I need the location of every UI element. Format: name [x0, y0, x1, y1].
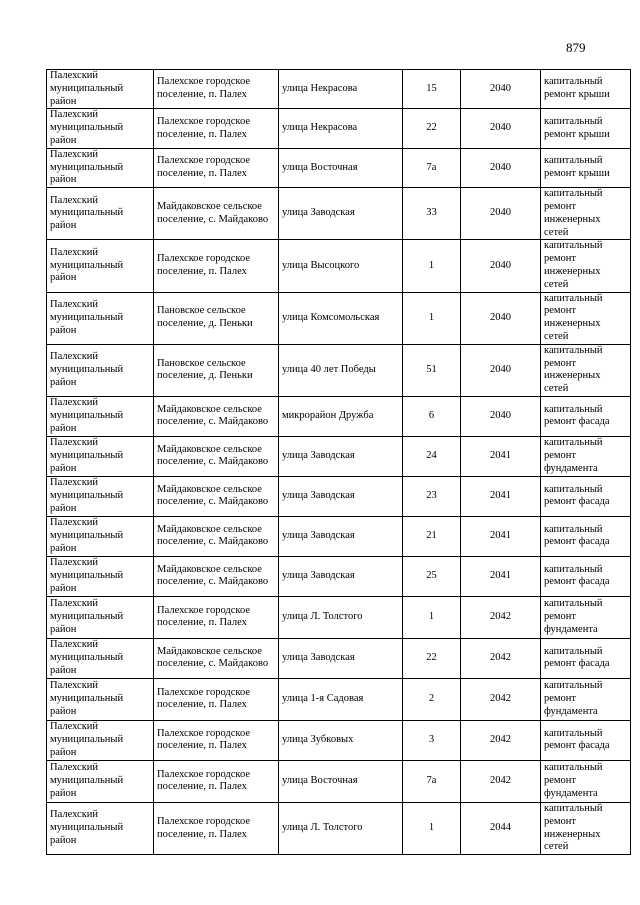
- house-number-cell: 2: [403, 678, 461, 720]
- table-row: [47, 720, 631, 760]
- house-number-cell: 24: [403, 436, 461, 476]
- year-cell: 2040: [461, 396, 541, 436]
- settlement-cell: Палехское городское поселение, п. Палех: [154, 240, 279, 292]
- settlement-cell: Майдаковское сельское поселение, с. Майдаково: [154, 556, 279, 596]
- settlement-cell: Пановское сельское поселение, д. Пеньки: [154, 344, 279, 396]
- work-type-cell: капитальный ремонт фасада: [541, 396, 631, 436]
- street-cell: улица Заводская: [279, 476, 403, 516]
- table-row: [47, 556, 631, 596]
- table-row: [47, 148, 631, 187]
- year-cell: 2040: [461, 240, 541, 292]
- work-type-cell: капитальный ремонт фасада: [541, 638, 631, 678]
- street-cell: улица Заводская: [279, 436, 403, 476]
- settlement-cell: Майдаковское сельское поселение, с. Майдаково: [154, 436, 279, 476]
- house-number-cell: 1: [403, 292, 461, 344]
- house-number-cell: 23: [403, 476, 461, 516]
- house-number-cell: 1: [403, 596, 461, 638]
- district-cell: Палехский муниципальный район: [47, 70, 154, 109]
- house-number-cell: 6: [403, 396, 461, 436]
- district-cell: Палехский муниципальный район: [47, 344, 154, 396]
- work-type-cell: капитальный ремонт крыши: [541, 70, 631, 109]
- settlement-cell: Майдаковское сельское поселение, с. Майдаково: [154, 638, 279, 678]
- year-cell: 2040: [461, 70, 541, 109]
- settlement-cell: Палехское городское поселение, п. Палех: [154, 596, 279, 638]
- work-type-cell: капитальный ремонт крыши: [541, 109, 631, 148]
- year-cell: 2041: [461, 516, 541, 556]
- settlement-cell: Майдаковское сельское поселение, с. Майдаково: [154, 516, 279, 556]
- street-cell: улица Зубковых: [279, 720, 403, 760]
- table-row: [47, 188, 631, 240]
- table-row: [47, 760, 631, 802]
- work-type-cell: капитальный ремонт крыши: [541, 148, 631, 187]
- street-cell: улица Некрасова: [279, 70, 403, 109]
- work-type-cell: капитальный ремонт инженерных сетей: [541, 292, 631, 344]
- table-body: [47, 70, 631, 855]
- work-type-cell: капитальный ремонт фасада: [541, 516, 631, 556]
- street-cell: улица Заводская: [279, 516, 403, 556]
- house-number-cell: 33: [403, 188, 461, 240]
- street-cell: улица Некрасова: [279, 109, 403, 148]
- table-row: [47, 638, 631, 678]
- settlement-cell: Палехское городское поселение, п. Палех: [154, 760, 279, 802]
- settlement-cell: Майдаковское сельское поселение, с. Майдаково: [154, 476, 279, 516]
- work-type-cell: капитальный ремонт инженерных сетей: [541, 802, 631, 854]
- year-cell: 2042: [461, 678, 541, 720]
- work-type-cell: капитальный ремонт фундамента: [541, 678, 631, 720]
- house-number-cell: 22: [403, 109, 461, 148]
- settlement-cell: Палехское городское поселение, п. Палех: [154, 802, 279, 854]
- district-cell: Палехский муниципальный район: [47, 396, 154, 436]
- year-cell: 2040: [461, 148, 541, 187]
- house-number-cell: 15: [403, 70, 461, 109]
- repair-schedule-table: [46, 69, 631, 855]
- table-row: [47, 344, 631, 396]
- year-cell: 2040: [461, 292, 541, 344]
- work-type-cell: капитальный ремонт фундамента: [541, 760, 631, 802]
- district-cell: Палехский муниципальный район: [47, 148, 154, 187]
- district-cell: Палехский муниципальный район: [47, 476, 154, 516]
- year-cell: 2041: [461, 556, 541, 596]
- street-cell: улица 1-я Садовая: [279, 678, 403, 720]
- year-cell: 2042: [461, 760, 541, 802]
- house-number-cell: 25: [403, 556, 461, 596]
- district-cell: Палехский муниципальный район: [47, 760, 154, 802]
- district-cell: Палехский муниципальный район: [47, 436, 154, 476]
- year-cell: 2041: [461, 436, 541, 476]
- street-cell: улица Л. Толстого: [279, 802, 403, 854]
- settlement-cell: Палехское городское поселение, п. Палех: [154, 720, 279, 760]
- table-row: [47, 396, 631, 436]
- settlement-cell: Майдаковское сельское поселение, с. Майдаково: [154, 188, 279, 240]
- house-number-cell: 3: [403, 720, 461, 760]
- street-cell: улица Заводская: [279, 556, 403, 596]
- year-cell: 2044: [461, 802, 541, 854]
- table-row: [47, 240, 631, 292]
- house-number-cell: 22: [403, 638, 461, 678]
- year-cell: 2040: [461, 188, 541, 240]
- district-cell: Палехский муниципальный район: [47, 596, 154, 638]
- table-row: [47, 436, 631, 476]
- year-cell: 2042: [461, 596, 541, 638]
- house-number-cell: 1: [403, 240, 461, 292]
- district-cell: Палехский муниципальный район: [47, 240, 154, 292]
- work-type-cell: капитальный ремонт инженерных сетей: [541, 344, 631, 396]
- work-type-cell: капитальный ремонт фасада: [541, 720, 631, 760]
- district-cell: Палехский муниципальный район: [47, 678, 154, 720]
- work-type-cell: капитальный ремонт инженерных сетей: [541, 240, 631, 292]
- year-cell: 2040: [461, 109, 541, 148]
- work-type-cell: капитальный ремонт фундамента: [541, 436, 631, 476]
- house-number-cell: 1: [403, 802, 461, 854]
- table-row: [47, 70, 631, 109]
- work-type-cell: капитальный ремонт инженерных сетей: [541, 188, 631, 240]
- settlement-cell: Палехское городское поселение, п. Палех: [154, 70, 279, 109]
- street-cell: улица Восточная: [279, 760, 403, 802]
- district-cell: Палехский муниципальный район: [47, 292, 154, 344]
- house-number-cell: 51: [403, 344, 461, 396]
- district-cell: Палехский муниципальный район: [47, 188, 154, 240]
- street-cell: улица Заводская: [279, 188, 403, 240]
- work-type-cell: капитальный ремонт фасада: [541, 556, 631, 596]
- settlement-cell: Пановское сельское поселение, д. Пеньки: [154, 292, 279, 344]
- street-cell: улица 40 лет Победы: [279, 344, 403, 396]
- settlement-cell: Палехское городское поселение, п. Палех: [154, 678, 279, 720]
- settlement-cell: Майдаковское сельское поселение, с. Майдаково: [154, 396, 279, 436]
- page-number: 879: [566, 40, 586, 55]
- year-cell: 2042: [461, 638, 541, 678]
- street-cell: улица Восточная: [279, 148, 403, 187]
- table-row: [47, 516, 631, 556]
- house-number-cell: 7а: [403, 760, 461, 802]
- table-row: [47, 596, 631, 638]
- settlement-cell: Палехское городское поселение, п. Палех: [154, 109, 279, 148]
- table-row: [47, 109, 631, 148]
- street-cell: улица Заводская: [279, 638, 403, 678]
- street-cell: улица Комсомольская: [279, 292, 403, 344]
- work-type-cell: капитальный ремонт фундамента: [541, 596, 631, 638]
- year-cell: 2040: [461, 344, 541, 396]
- table-row: [47, 292, 631, 344]
- district-cell: Палехский муниципальный район: [47, 638, 154, 678]
- table-row: [47, 802, 631, 854]
- table-row: [47, 678, 631, 720]
- settlement-cell: Палехское городское поселение, п. Палех: [154, 148, 279, 187]
- year-cell: 2042: [461, 720, 541, 760]
- house-number-cell: 21: [403, 516, 461, 556]
- district-cell: Палехский муниципальный район: [47, 556, 154, 596]
- street-cell: улица Л. Толстого: [279, 596, 403, 638]
- year-cell: 2041: [461, 476, 541, 516]
- street-cell: улица Высоцкого: [279, 240, 403, 292]
- district-cell: Палехский муниципальный район: [47, 109, 154, 148]
- district-cell: Палехский муниципальный район: [47, 516, 154, 556]
- street-cell: микрорайон Дружба: [279, 396, 403, 436]
- district-cell: Палехский муниципальный район: [47, 802, 154, 854]
- work-type-cell: капитальный ремонт фасада: [541, 476, 631, 516]
- house-number-cell: 7а: [403, 148, 461, 187]
- district-cell: Палехский муниципальный район: [47, 720, 154, 760]
- table-row: [47, 476, 631, 516]
